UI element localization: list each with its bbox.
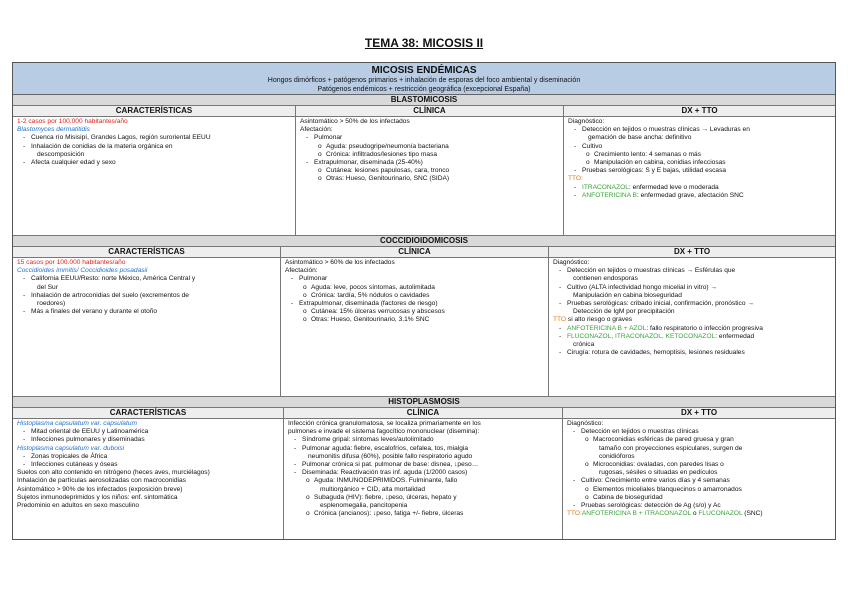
line-item: descomposición [37, 150, 85, 158]
header-row-cocci [13, 247, 835, 258]
cocci-clinica [281, 258, 549, 396]
line-item: del Sur [37, 283, 58, 291]
line-item: Asintomático > 60% de los infectados [285, 259, 395, 266]
header-clinica: CLÍNICA [296, 106, 564, 116]
line-item: neumonitis difusa (60%), posible fallo respiratorio agudo [308, 452, 473, 460]
line-item: - Cultivo [568, 143, 831, 151]
line-item: roedores) [37, 300, 66, 308]
line-item: - California EEUU/Resto: norte México, América Central y [17, 275, 276, 283]
header-dx-tto: DX + TTO [681, 106, 718, 115]
line-item: - Infecciones cutáneas y óseas [17, 461, 279, 469]
line-item: o Manipulación en cabina, conidias infecciosas [568, 159, 831, 167]
line-item: o Aguda: pseudogripe/neumonía bacteriana [300, 143, 559, 151]
band-heading: MICOSIS ENDÉMICAS [371, 65, 477, 76]
blasto-clinica [296, 117, 564, 235]
line-item: - Zonas tropicales de África [17, 453, 279, 461]
line-item: - ANFOTERICINA B: enfermedad grave, afectación SNC [568, 192, 831, 200]
line-item: 1-2 casos por 100.000 habitantes/año [17, 118, 128, 125]
band-line-1: Hongos dimórficos + patógenos primarios + inhalación de esporas del foco ambiental y diseminación [267, 77, 581, 84]
header-caracteristicas: CARACTERÍSTICAS [13, 408, 284, 418]
line-item: o Aguda: leve, pocos síntomas, autolimitada [285, 284, 544, 292]
blasto-dx-tto [564, 117, 835, 235]
line-item: - Pulmonar crónica si pat. pulmonar de base: disnea, ↓peso… [288, 461, 558, 469]
line-item: - Pulmonar [285, 275, 544, 283]
line-item: - Detección en tejidos o muestras clínicas → Levaduras en [568, 126, 831, 134]
line-item: o Cutánea: lesiones papulosas, cara, tronco [300, 167, 559, 175]
header-dx-tto: DX + TTO [673, 247, 711, 256]
line-item: Suelos con alto contenido en nitrógeno (heces aves, murciélagos) [17, 469, 210, 477]
line-item: o Otras: Hueso, Genitourinario, 3.1% SNC [285, 316, 544, 324]
line-item: 15 casos por 100.000 habitantes/año [17, 259, 126, 266]
header-clinica: CLÍNICA [281, 247, 549, 257]
line-item: - Inhalación de conidias de la materia orgánica en [17, 143, 291, 151]
line-item: - Mitad oriental de EEUU y Latinoamérica [17, 428, 279, 436]
cocci-caracteristicas [13, 258, 281, 396]
micosis-table [12, 62, 836, 540]
band-line-2: Patógenos endémicos + restricción geográfica (excepcional España) [317, 86, 531, 93]
line-item: Predominio en adultos en sexo masculino [17, 502, 140, 510]
section-histoplasmosis: HISTOPLASMOSIS [13, 397, 835, 408]
line-item: pulmones e invade el sistema fagocítico mononuclear (disemina): [288, 428, 480, 436]
line-item: Histoplasma capsulatum var. capsulatum [17, 420, 137, 427]
section-blastomicosis: BLASTOMICOSIS [13, 95, 835, 106]
line-item: - FLUCONAZOL, ITRACONAZOL, KETOCONAZOL: enfermedad [553, 333, 831, 341]
line-item: o Cutánea: 15% úlceras verrucosas y abscesos [285, 308, 544, 316]
row-cocci [13, 258, 835, 397]
line-item: - Pruebas serológicas: S y E bajas, utilidad escasa [568, 167, 831, 175]
line-item: Diagnóstico: [568, 118, 605, 125]
histo-clinica [284, 419, 563, 539]
line-item: - Inhalación de artroconidias del suelo (excrementos de [17, 292, 276, 300]
line-item: Histoplasma capsulatum var. duboisi [17, 444, 125, 452]
line-item: Blastomyces dermatitidis [17, 126, 90, 134]
line-item: Asintomático > 50% de los infectados [300, 118, 410, 125]
histo-caracteristicas [13, 419, 284, 539]
line-item [567, 510, 831, 518]
line-item: - Detección en tejidos o muestras clínicas [567, 428, 831, 436]
row-blasto [13, 117, 835, 236]
line-item: Afectación: [300, 126, 333, 134]
row-histo [13, 419, 835, 539]
line-item: - Pulmonar [300, 134, 559, 142]
line-item: - Cultivo (ALTA infectividad hongo micelial in vitro) → [553, 284, 831, 292]
line-item: Infección crónica granulomatosa, se localiza primariamente en los [288, 420, 481, 427]
line-item: - Síndrome gripal: síntomas leves/autolimitado [288, 436, 558, 444]
line-item: - Más a finales del verano y durante el otoño [17, 308, 276, 316]
page-title: TEMA 38: MICOSIS II [364, 36, 484, 50]
line-item: o Microconidias: ovaladas, con paredes lisas o [567, 461, 831, 469]
line-item: - Diseminada: Reactivación tras inf. aguda (1/2000 casos) [288, 469, 558, 477]
header-caracteristicas: CARACTERÍSTICAS [13, 106, 296, 116]
tto-part: TTO: [567, 510, 582, 518]
histo-dx-tto [563, 419, 835, 539]
tto-part: (SNC) [742, 510, 763, 518]
line-item: Detección de IgM por precipitación [573, 308, 675, 316]
line-item: gemación de base ancha: definitivo [588, 134, 692, 142]
line-item: - Pruebas serológicas: detección de Ag (s/o) y Ac [567, 502, 831, 510]
section-coccidioidomicosis: COCCIDIOIDOMICOSIS [13, 236, 835, 247]
line-item: - Infecciones pulmonares y diseminadas [17, 436, 279, 444]
line-item: tamaño con proyecciones espiculares, surgen de [599, 444, 743, 452]
line-item: o Elementos miceliales blanquecinos o amarronados [567, 486, 831, 494]
line-item: - Cuenca río Misisipí, Grandes Lagos, región suroriental EEUU [17, 134, 291, 142]
line-item: - Detección en tejidos o muestras clínicas → Esférulas que [553, 267, 831, 275]
line-item: Coccidioides immitis/ Coccidioides posadasii [17, 267, 148, 275]
header-row-histo [13, 408, 835, 419]
line-item: - ANFOTERICINA B + AZOL: fallo respiratorio o infección progresiva [553, 325, 831, 333]
line-item: - Extrapulmonar, diseminada (25-40%) [300, 159, 559, 167]
line-item: o Cabina de bioseguridad [567, 494, 831, 502]
line-item: - Pulmonar aguda: fiebre, escalofríos, cefalea, tos, mialgia [288, 445, 558, 453]
line-item: - Cirugía: rotura de cavidades, hemoptisis, lesiones residuales [553, 349, 831, 357]
line-item: Asintomático > 90% de los infectados (exposición breve) [17, 485, 183, 493]
line-item: Diagnóstico: [567, 420, 604, 427]
line-item: o Aguda: INMUNODEPRIMIDOS. Fulminante, fallo [288, 477, 558, 485]
line-item: Diagnóstico: [553, 259, 590, 266]
cocci-dx-tto [549, 258, 835, 396]
endemic-band [13, 63, 835, 95]
line-item: Afectación: [285, 267, 318, 275]
line-item: o Subaguda (HIV): fiebre, ↓peso, úlceras, hepato y [288, 494, 558, 502]
line-item: Sujetos inmunodeprimidos y los niños: enf. sintomática [17, 493, 178, 501]
line-item: o Crecimiento lento: 4 semanas o más [568, 151, 831, 159]
blasto-caracteristicas [13, 117, 296, 235]
line-item: o Otras: Hueso, Genitourinario, SNC (SIDA) [300, 175, 559, 183]
header-row-blasto [13, 106, 835, 117]
line-item: o Crónica (ancianos): ↓peso, fatiga +/- fiebre, úlceras [288, 510, 558, 518]
line-item: TTO si alto riesgo o graves [553, 316, 633, 324]
line-item: conidióforos [599, 452, 635, 460]
tto-part: FLUCONAZOL [698, 510, 743, 518]
header-dx-tto: DX + TTO [680, 408, 718, 417]
line-item: esplenomegalia, pancitopenia [320, 502, 408, 510]
line-item: - Cultivo: Crecimiento entre varios días y 4 semanas [567, 477, 831, 485]
line-item: Manipulación en cabina bioseguridad [573, 291, 682, 299]
line-item: TTO: [568, 175, 583, 183]
line-item: o Crónica: tardía, 5% nódulos o cavidades [285, 292, 544, 300]
line-item: - Afecta cualquier edad y sexo [17, 159, 291, 167]
tto-part: o [691, 510, 699, 518]
line-item: multiorgánico + CID, alta mortalidad [320, 485, 425, 493]
header-caracteristicas: CARACTERÍSTICAS [13, 247, 281, 257]
line-item: Inhalación de partículas aerosolizadas con macroconidias [17, 477, 186, 485]
line-item: crónica [573, 341, 595, 349]
line-item: contienen endosporas [573, 275, 638, 283]
tto-part: ANFOTERICINA B + ITRACONAZOL [581, 510, 692, 518]
line-item: o Macroconidias esféricas de pared gruesa y gran [567, 436, 831, 444]
line-item: - Pruebas serológicas: cribado inicial, confirmación, pronóstico → [553, 300, 831, 308]
header-clinica: CLÍNICA [284, 408, 563, 418]
line-item: - Extrapulmonar, diseminada (factores de riesgo) [285, 300, 544, 308]
line-item: rugosas, sésiles o situadas en pedículos [599, 469, 718, 477]
line-item: o Crónica: infiltrados/lesiones tipo masa [300, 151, 559, 159]
line-item: - ITRACONAZOL: enfermedad leve o moderada [568, 184, 831, 192]
